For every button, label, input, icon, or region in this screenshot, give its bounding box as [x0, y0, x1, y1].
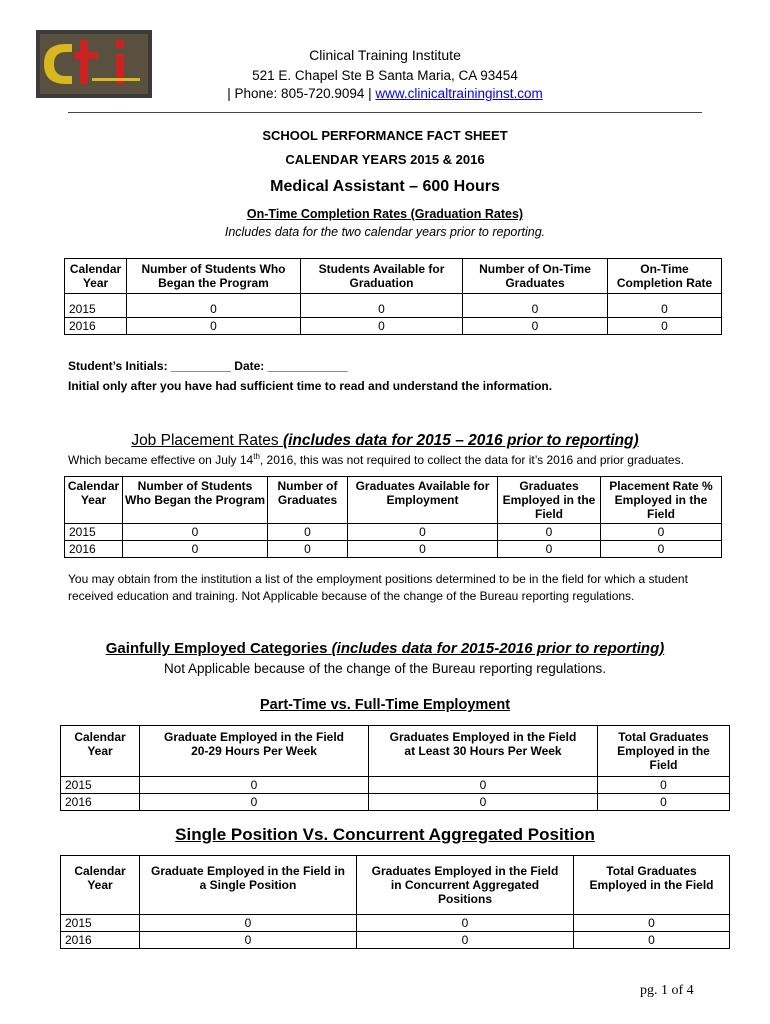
gainful-heading [0, 640, 770, 657]
single-heading: Single Position Vs. Concurrent Aggregated Position [175, 825, 595, 844]
cell: 0 [123, 541, 268, 558]
cell: 0 [498, 541, 601, 558]
cell: 0 [140, 932, 357, 949]
cell: 0 [498, 524, 601, 541]
cell: 2016 [65, 318, 127, 335]
cell: 0 [268, 524, 348, 541]
table-header-row [61, 726, 730, 777]
col-header: Graduate Employed in the Field in a Single Position [140, 856, 357, 915]
phone: | Phone: 805-720.9094 | [227, 86, 372, 101]
col-header: Number of Students Who Began the Program [123, 477, 268, 524]
cell: 2015 [65, 294, 127, 318]
table-row [61, 794, 730, 811]
table-row [61, 915, 730, 932]
col-header: Number of Graduates [268, 477, 348, 524]
cell: 0 [463, 294, 608, 318]
col-header: Total Graduates Employed in the Field [574, 856, 730, 915]
col-header: Calendar Year [61, 856, 140, 915]
cell: 0 [598, 794, 730, 811]
cell: 0 [574, 932, 730, 949]
cell: 0 [140, 794, 369, 811]
years-title: CALENDAR YEARS 2015 & 2016 [285, 152, 485, 167]
initials-note: Initial only after you have had sufficient time to read and understand the information. [68, 379, 553, 393]
col-header: Graduates Employed in the Field at Least 30 Hours Per Week [369, 726, 598, 777]
col-header: Calendar Year [65, 477, 123, 524]
cell: 0 [268, 541, 348, 558]
col-header: On-Time Completion Rate [608, 259, 722, 294]
website-link[interactable]: www.clinicaltraininginst.com [375, 86, 543, 101]
cell: 0 [127, 294, 301, 318]
gainful-heading-text: Gainfully Employed Categories [105, 640, 328, 657]
table-row [65, 541, 722, 558]
placement-note [68, 452, 684, 467]
col-header: Number of Students Who Began the Program [127, 259, 301, 294]
cell: 0 [301, 294, 463, 318]
cell: 0 [127, 318, 301, 335]
initials-line: Student’s Initials: _________ Date: ____________ [68, 359, 348, 373]
gainful-note: Not Applicable because of the change of the Bureau reporting regulations. [163, 661, 607, 676]
address: 521 E. Chapel Ste B Santa Maria, CA 93454 [252, 68, 518, 83]
placement-table [64, 476, 722, 558]
col-header: Graduates Employed in the Field in Concurrent Aggregated Positions [357, 856, 574, 915]
cell: 0 [463, 318, 608, 335]
cell: 0 [123, 524, 268, 541]
table-row [61, 932, 730, 949]
cell: 0 [301, 318, 463, 335]
col-header: Graduates Available for Employment [348, 477, 498, 524]
cell: 0 [601, 524, 722, 541]
cell: 0 [601, 541, 722, 558]
placement-heading [0, 432, 770, 450]
table-header-row [65, 259, 722, 294]
table-row [61, 777, 730, 794]
cell: 2015 [61, 915, 140, 932]
contact-line [0, 86, 770, 101]
cell: 0 [348, 524, 498, 541]
cell: 0 [140, 777, 369, 794]
cell: 0 [369, 794, 598, 811]
col-header: Placement Rate % Employed in the Field [601, 477, 722, 524]
col-header: Students Available for Graduation [301, 259, 463, 294]
cell: 0 [357, 915, 574, 932]
placement-heading-italic: (includes data for 2015 – 2016 prior to reporting) [282, 432, 639, 449]
completion-note: Includes data for the two calendar years prior to reporting. [224, 225, 546, 239]
cell: 0 [608, 318, 722, 335]
table-row [65, 294, 722, 318]
cell: 2015 [65, 524, 123, 541]
completion-table [64, 258, 722, 335]
cell: 2016 [65, 541, 123, 558]
cell: 0 [608, 294, 722, 318]
col-header: Number of On-Time Graduates [463, 259, 608, 294]
header-divider [68, 112, 702, 113]
cell: 0 [598, 777, 730, 794]
placement-heading-text: Job Placement Rates [131, 432, 279, 449]
parttime-table [60, 725, 730, 811]
sheet-title: SCHOOL PERFORMANCE FACT SHEET [262, 128, 508, 143]
completion-heading: On-Time Completion Rates (Graduation Rates) [246, 207, 524, 221]
org-name: Clinical Training Institute [309, 47, 461, 63]
placement-note-text-2: , 2016, this was not required to collect the data for it’s 2016 and prior graduates. [259, 453, 684, 467]
placement-footnote: You may obtain from the institution a list of the employment positions determined to be in the field for which a student received education and training. Not Applicable because of the change of the Bureau reporting regulations. [68, 572, 688, 603]
col-header: Calendar Year [65, 259, 127, 294]
cell: 0 [140, 915, 357, 932]
col-header: Graduate Employed in the Field 20-29 Hours Per Week [140, 726, 369, 777]
table-header-row [65, 477, 722, 524]
page-number: pg. 1 of 4 [640, 983, 694, 998]
table-row [65, 318, 722, 335]
cell: 2015 [61, 777, 140, 794]
cell: 2016 [61, 794, 140, 811]
gainful-heading-italic: (includes data for 2015-2016 prior to reporting) [331, 640, 665, 657]
placement-note-sup: th [253, 452, 260, 461]
parttime-heading: Part-Time vs. Full-Time Employment [259, 697, 511, 713]
col-header: Graduates Employed in the Field [498, 477, 601, 524]
table-row [65, 524, 722, 541]
placement-note-text: Which became effective on July 14 [68, 453, 254, 467]
cell: 0 [574, 915, 730, 932]
program-title: Medical Assistant – 600 Hours [270, 178, 500, 195]
table-header-row [61, 856, 730, 915]
single-table [60, 855, 730, 949]
cell: 0 [369, 777, 598, 794]
cell: 0 [357, 932, 574, 949]
cell: 0 [348, 541, 498, 558]
col-header: Total Graduates Employed in the Field [598, 726, 730, 777]
col-header: Calendar Year [61, 726, 140, 777]
cell: 2016 [61, 932, 140, 949]
